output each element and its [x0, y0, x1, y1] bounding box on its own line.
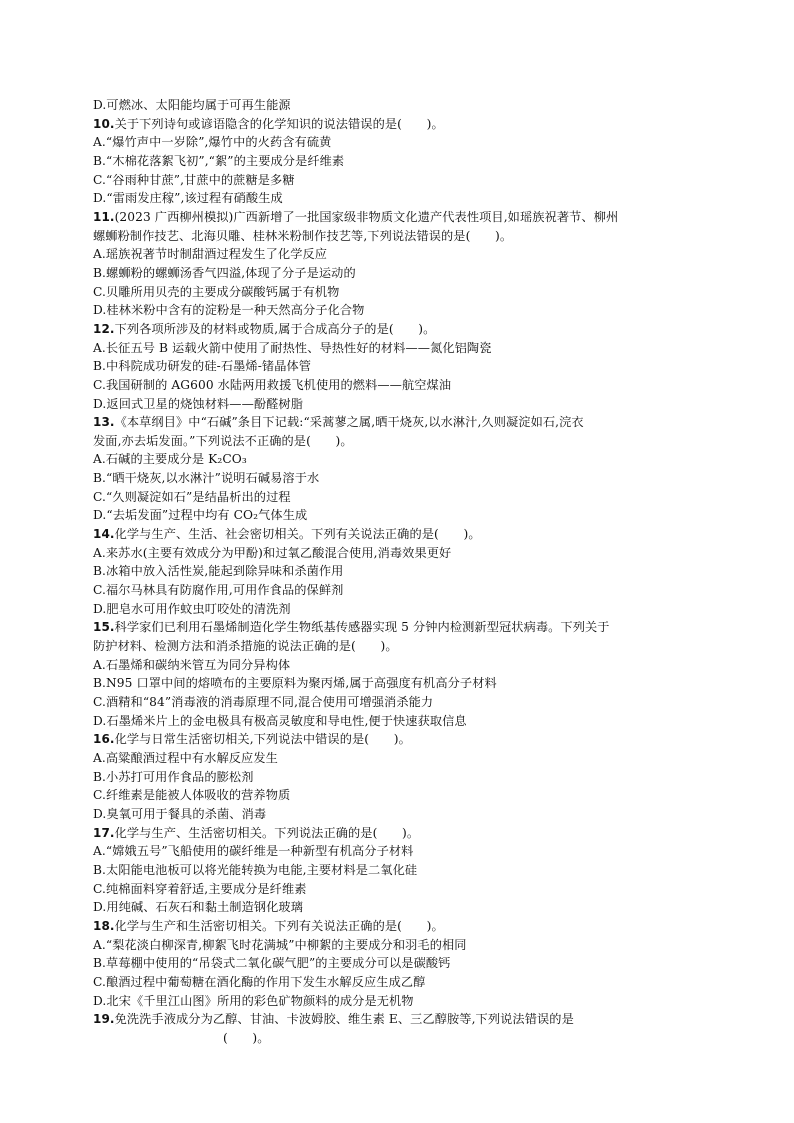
answer-option: A.“梨花淡白柳深青,柳絮飞时花满城”中柳絮的主要成分和羽毛的相同 [93, 937, 467, 952]
question-text-continued: 发面,亦去垢发面。”下列说法不正确的是( )。 [93, 433, 353, 448]
answer-option: B.“晒干烧灰,以水淋汁”说明石碱易溶于水 [93, 471, 320, 486]
question-number: 12. [93, 321, 115, 336]
answer-option: A.瑶族祝著节时制甜酒过程发生了化学反应 [93, 247, 328, 262]
answer-option: B.N95 口罩中间的熔喷布的主要原料为聚丙烯,属于高强度有机高分子材料 [93, 676, 497, 691]
question-line [93, 115, 703, 134]
question-text: 化学与生产和生活密切相关。下列有关说法正确的是( )。 [114, 918, 444, 933]
answer-option: D.石墨烯米片上的金电极具有极高灵敏度和导电性,便于快速获取信息 [93, 713, 467, 728]
answer-option: A.高粱酿酒过程中有水解反应发生 [93, 750, 278, 765]
question-number: 11. [93, 209, 115, 224]
answer-option: C.纤维素是能被人体吸收的营养物质 [93, 788, 291, 803]
question-line [93, 525, 703, 544]
question-text: 化学与生产、生活密切相关。下列说法正确的是( )。 [114, 825, 420, 840]
answer-option: D.“雷雨发庄稼”,该过程有硝酸生成 [93, 191, 283, 206]
answer-option: C.纯棉面料穿着舒适,主要成分是纤维素 [93, 881, 307, 896]
question-number: 13. [93, 415, 115, 430]
question-text: 下列各项所涉及的材料或物质,属于合成高分子的是( )。 [114, 321, 436, 336]
question-line [93, 730, 703, 749]
answer-option: B.螺蛳粉的螺蛳汤香气四溢,体现了分子是运动的 [93, 265, 356, 280]
answer-option: D.可燃冰、太阳能均属于可再生能源 [93, 98, 291, 112]
answer-option: B.冰箱中放入活性炭,能起到除异味和杀菌作用 [93, 564, 344, 579]
answer-option: A.来苏水(主要有效成分为甲酚)和过氧乙酸混合使用,消毒效果更好 [93, 545, 452, 560]
answer-option: C.酿酒过程中葡萄糖在酒化酶的作用下发生水解反应生成乙醇 [93, 974, 426, 989]
answer-option: B.太阳能电池板可以将光能转换为电能,主要材料是二氧化硅 [93, 862, 418, 877]
answer-option: D.肥皂水可用作蚊虫叮咬处的清洗剂 [93, 601, 291, 616]
question-text: 免洗洗手液成分为乙醇、甘油、卡波姆胶、维生素 E、三乙醇胺等,下列说法错误的是 [114, 1012, 574, 1027]
question-text: 关于下列诗句或谚语隐含的化学知识的说法错误的是( )。 [114, 116, 444, 131]
question-line [93, 824, 703, 843]
question-number: 18. [93, 918, 115, 933]
answer-option: C.“久则凝淀如石”是结晶析出的过程 [93, 489, 291, 504]
answer-option: C.福尔马林具有防腐作用,可用作食品的保鲜剂 [93, 583, 344, 598]
question-text: 化学与生产、生活、社会密切相关。下列有关说法正确的是( )。 [114, 527, 481, 542]
answer-option: A.石墨烯和碳纳米管互为同分异构体 [93, 657, 291, 672]
answer-option: D.返回式卫星的烧蚀材料——酚醛树脂 [93, 396, 304, 411]
answer-option: A.“爆竹声中一岁除”,爆竹中的火药含有硫黄 [93, 135, 332, 150]
question-text: (2023 广西柳州模拟)广西新增了一批国家级非物质文化遗产代表性项目,如瑶族祝著节、柳州 [114, 209, 619, 224]
answer-option: B.小苏打可用作食品的膨松剂 [93, 769, 254, 784]
question-number: 10. [93, 116, 115, 131]
answer-option: A.长征五号 B 运载火箭中使用了耐热性、导热性好的材料——氮化铝陶瓷 [93, 340, 492, 355]
question-line [93, 320, 703, 339]
question-text: 科学家们已利用石墨烯制造化学生物纸基传感器实现 5 分钟内检测新型冠状病毒。下列关于 [114, 620, 610, 635]
question-number: 14. [93, 527, 115, 542]
answer-option: B.中科院成功研发的硅-石墨烯-锗晶体管 [93, 359, 312, 374]
answer-option: B.“木棉花落絮飞初”,“絮”的主要成分是纤维素 [93, 153, 345, 168]
answer-option: D.“去垢发面”过程中均有 CO₂气体生成 [93, 508, 308, 523]
question-text-continued: 螺蛳粉制作技艺、北海贝雕、桂林米粉制作技艺等,下列说法错误的是( )。 [93, 228, 513, 243]
question-text-continued: 防护材料、检测方法和消杀措施的说法正确的是( )。 [93, 639, 398, 654]
answer-option: B.草莓棚中使用的“吊袋式二氧化碳气肥”的主要成分可以是碳酸钙 [93, 956, 451, 971]
question-text: 化学与日常生活密切相关,下列说法中错误的是( )。 [114, 732, 411, 747]
answer-option: C.“谷雨种甘蔗”,甘蔗中的蔗糖是多糖 [93, 172, 295, 187]
answer-option: C.酒精和“84”消毒液的消毒原理不同,混合使用可增强消杀能力 [93, 695, 434, 709]
answer-option: D.臭氧可用于餐具的杀菌、消毒 [93, 806, 267, 821]
question-number: 15. [93, 620, 115, 635]
document-page [93, 96, 703, 1047]
answer-option: A.石碱的主要成分是 K₂CO₃ [93, 452, 247, 467]
question-line [93, 917, 703, 936]
question-line [93, 1010, 703, 1029]
question-text-continued: ( )。 [223, 1030, 270, 1045]
answer-option: C.贝雕所用贝壳的主要成分碳酸钙属于有机物 [93, 284, 340, 299]
question-line [93, 618, 703, 637]
answer-option: A.“嫦娥五号”飞船使用的碳纤维是一种新型有机高分子材料 [93, 844, 414, 859]
question-line [93, 413, 703, 432]
answer-option: D.桂林米粉中含有的淀粉是一种天然高分子化合物 [93, 303, 365, 318]
question-number: 16. [93, 732, 115, 747]
question-text: 《本草纲目》中“石碱”条目下记载:“采蒿蓼之属,晒干烧灰,以水淋汁,久则凝淀如石,浣衣 [114, 415, 584, 430]
answer-option: D.北宋《千里江山图》所用的彩色矿物颜料的成分是无机物 [93, 993, 414, 1008]
question-line [93, 208, 703, 227]
question-number: 17. [93, 825, 115, 840]
answer-option: C.我国研制的 AG600 水陆两用救援飞机使用的燃料——航空煤油 [93, 377, 452, 392]
answer-option: D.用纯碱、石灰石和黏土制造钢化玻璃 [93, 900, 304, 915]
question-number: 19. [93, 1012, 115, 1027]
